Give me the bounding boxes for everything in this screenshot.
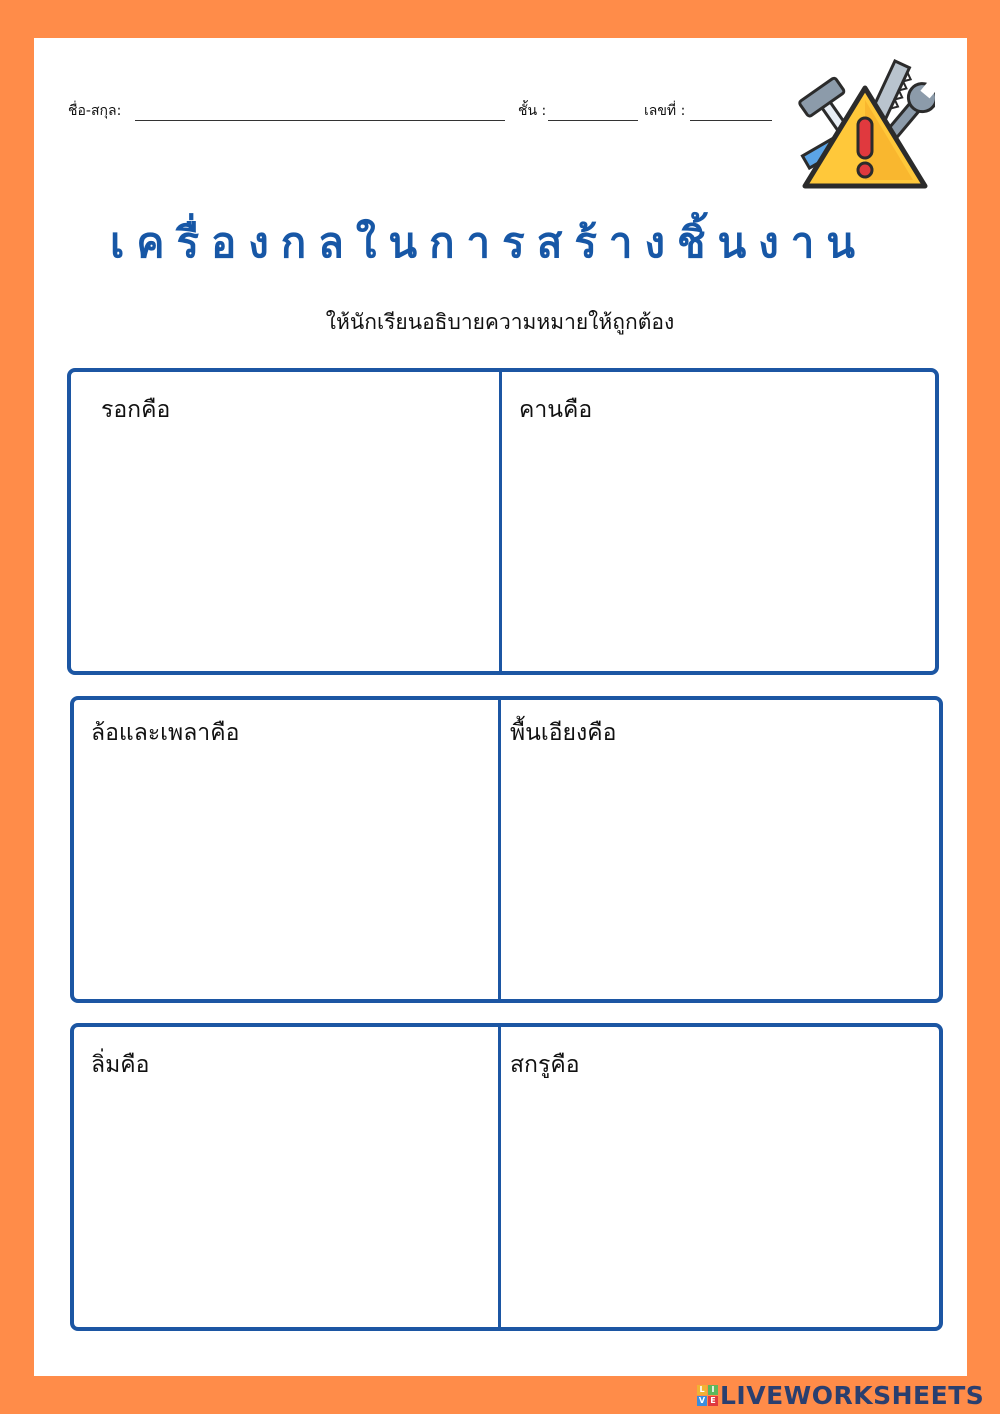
live-badge-icon	[697, 1385, 718, 1406]
inclined-plane-label: พื้นเอียงคือ	[510, 720, 617, 746]
tools-warning-icon	[795, 56, 935, 196]
wheel-axle-label: ล้อและเพลาคือ	[91, 720, 240, 746]
box-divider	[499, 372, 502, 671]
answer-box-3	[70, 1023, 943, 1331]
class-label: ชั้น :	[518, 103, 547, 119]
instruction-text: ให้นักเรียนอธิบายความหมายให้ถูกต้อง	[325, 310, 675, 334]
brand-name: LIVEWORKSHEETS	[720, 1380, 985, 1410]
badge-letter: I	[708, 1385, 718, 1395]
number-field[interactable]	[690, 120, 772, 121]
badge-letter: E	[708, 1396, 718, 1406]
box-divider	[498, 700, 501, 999]
badge-letter: L	[697, 1385, 707, 1395]
number-label: เลขที่ :	[644, 103, 686, 119]
screw-label: สกรูคือ	[510, 1052, 580, 1078]
badge-letter: V	[698, 1395, 706, 1405]
lever-label: คานคือ	[519, 397, 593, 423]
box-divider	[498, 1027, 501, 1327]
name-field[interactable]	[135, 120, 505, 121]
answer-box-2	[70, 696, 943, 1003]
answer-box-1	[67, 368, 939, 675]
class-field[interactable]	[548, 120, 638, 121]
worksheet-title: เครื่องกลในการสร้างชิ้นงาน	[110, 218, 868, 267]
name-label: ชื่อ-สกุล:	[68, 103, 122, 119]
liveworksheets-logo[interactable]	[697, 1380, 984, 1410]
wedge-label: ลิ่มคือ	[91, 1052, 150, 1078]
pulley-label: รอกคือ	[101, 397, 171, 423]
